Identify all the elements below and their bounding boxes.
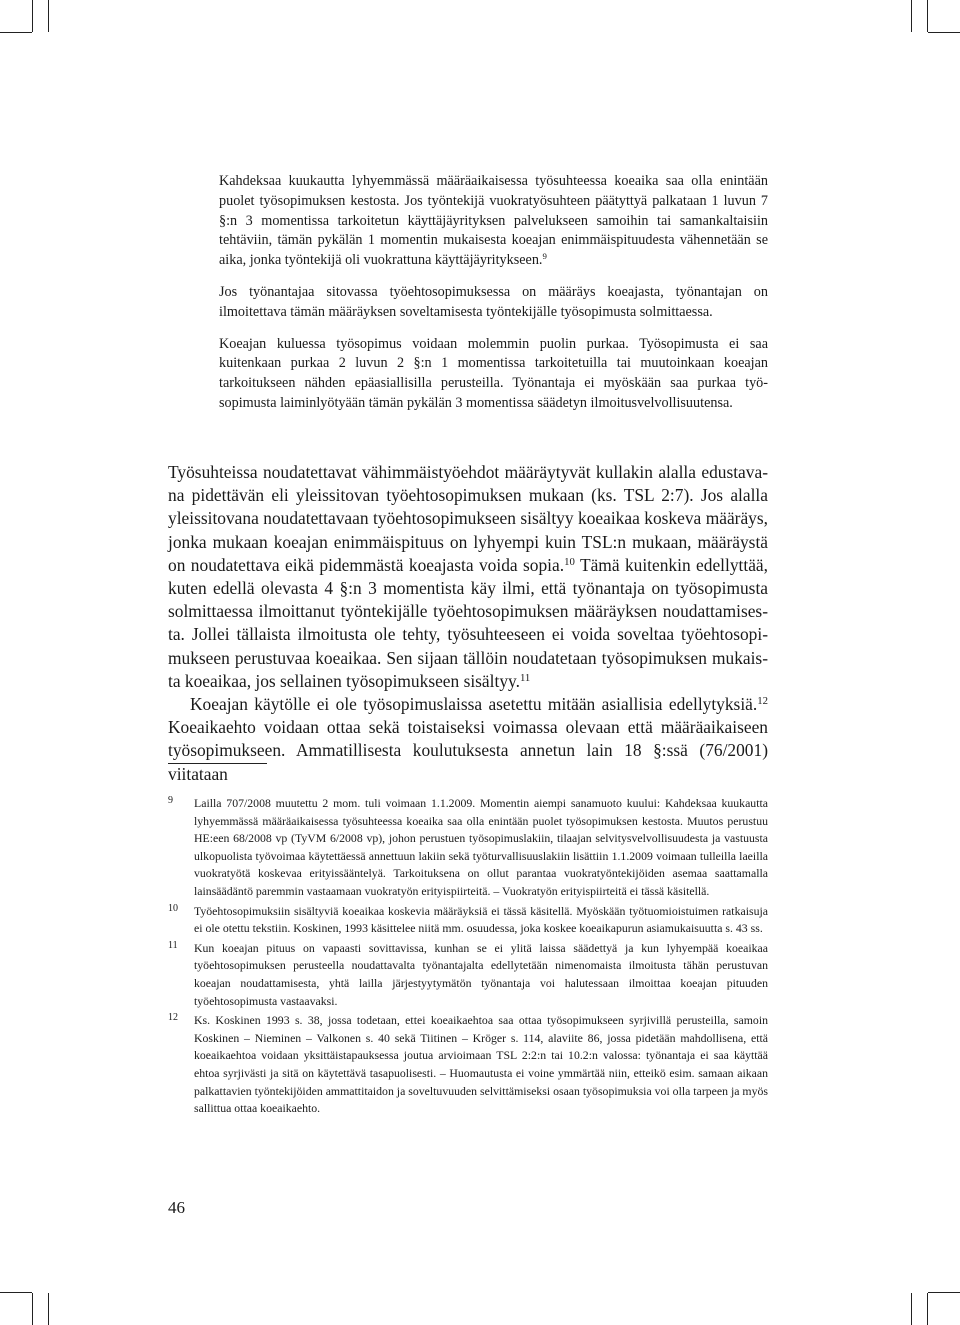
crop-mark-bottom-right-v	[911, 1293, 912, 1325]
page-number: 46	[168, 1198, 185, 1217]
footnote-number: 11	[168, 939, 178, 951]
footnote-11	[168, 940, 768, 1010]
crop-mark-bottom-left-v	[32, 1293, 33, 1325]
crop-mark-top-right-v2	[927, 0, 928, 32]
main-body-text	[168, 461, 768, 786]
footnote-text: Ks. Koskinen 1993 s. 38, jossa todetaan, ettei koeaikaehtoa saa ottaa työsopimukseen syrjivillä perusteilla, samoin Koskinen – Nieminen – Valkonen s. 40 sekä Tiitinen – Kröger s. 114, alaviite 86, jossa pidetään mahdollisena, että koeaikaehtoa voidaan yksittäistapauksessa joutua arvioimaan TSL 2:2:n tai 10.2:n valossa: työnantaja ei saa käyttää ehtoa syrjivästi ja sitä on käytettävä tasapuolisesti. – Huomautusta ei voine ymmärtää niin, etteikö esim. samaan aikaan palkattavien työntekijöiden ammattitaidon ja soveltuvuuden selvittämiseksi osaan työsopimuksia voi olla tarpeen ja myös sallittua ottaa koeaikaehto.	[194, 1013, 768, 1116]
footnotes	[168, 795, 768, 1120]
crop-mark-top-right-v	[911, 0, 912, 32]
footnote-ref-11[interactable]: 11	[519, 671, 531, 684]
quote-paragraph: Koeajan kuluessa työsopimus voidaan molemmin puolin purkaa. Työsopimusta ei saa kuitenkaan purkaa 2 luvun 2 §:n 1 momentissa tarkoitetuilla tai muutoinkaan koeajan tarkoitukseen nähden epäasiallisilla perusteilla. Työnantaja ei myöskään saa purkaa työsopimusta laiminlyötyään tämän pykälän 3 momentissa säädetyn ilmoitusvelvollisuutensa.	[219, 335, 768, 411]
crop-mark-bottom-left-h	[0, 1292, 32, 1293]
footnote-ref-12[interactable]: 12	[757, 695, 768, 708]
body-paragraph: Koeajan käytölle ei ole työsopimuslaissa asetettu mitään asiallisia edellytyksiä.$^{12}$ Koeaikaehto voidaan ottaa sekä toistaiseksi voimassa olevaan että määräaikaiseen työsopimukseen. Ammatillisesta koulutuksesta annetun lain 18 §:ssä (76/2001) viitataan	[168, 694, 768, 784]
footnote-text: Lailla 707/2008 muutettu 2 mom. tuli voimaan 1.1.2009. Momentin aiempi sanamuoto kuului: Kahdeksaa kuukautta lyhyemmässä määräaikaisessa työsuhteessa koeaika saa olla enintään puolet työsopimuksen kestosta. Muutos perustuu HE:een 68/2008 vp (TyVM 6/2008 vp), johon perustuen työsopimuslakiin, tilaajan selvitysvelvollisuudesta ja vastuusta ulkopuolista työvoimaa käytettäessä annettuun lakiin sekä työturvallisuuslakiin lisättiin 1.1.2009 voimaan tulleilla laeilla vuokratyötä koskevaa erityissääntelyä. Tarkoituksena on ollut parantaa vuokratyöntekijöiden asemaa saattamalla lainsäädäntö paremmin vastaamaan vuokratyön erityispiirteitä. – Vuokratyön erityispiirteitä ei tässä käsitellä.	[194, 796, 768, 898]
crop-mark-bottom-right-h	[928, 1292, 960, 1293]
crop-mark-top-left-v2	[48, 0, 49, 32]
crop-mark-bottom-right-v2	[927, 1293, 928, 1325]
crop-mark-bottom-left-v2	[48, 1293, 49, 1325]
footnote-10	[168, 903, 768, 938]
footnote-divider	[168, 763, 267, 764]
footnote-number: 9	[168, 795, 173, 806]
crop-mark-top-left-v	[32, 0, 33, 32]
footnote-text: Kun koeajan pituus on vapaasti sovittavissa, kunhan se ei ylitä laissa säädettyä ja kun lyhyempää koeaikaa työehtosopimuksen perusteella noudattavalta työnantajalta edellytetään nimenomaista ilmoitusta tähän perustuvan koeajan noudattamisesta, yhtä lailla järjestyytymätön työnantaja voi halutessaan ilmoittaa koeajan pituuden työehtosopimusta vastaavaksi.	[194, 940, 768, 1008]
footnote-ref-9[interactable]: 9	[542, 251, 547, 262]
crop-mark-top-left-h	[0, 32, 32, 33]
footnote-ref-10[interactable]: 10	[564, 555, 575, 568]
statute-quote	[219, 172, 768, 426]
footnote-number: 12	[168, 1012, 178, 1024]
body-paragraph: Työsuhteissa noudatettavat vähimmäistyöehdot määräytyvät kullakin alalla edustavana pidettävän eli yleissitovan työehtosopimuksen mukaan (ks. TSL 2:7). Jos alalla yleissitovana noudatettavaan työehtosopimukseen sisältyy koeaikaa koskeva määräys, jonka mukaan koeajan enimmäispituus on lyhyempi kuin TSL:n mukaan, määräystä on noudatettava eikä pidemmästä koeajasta voida sopia.$^{10}$ Tämä kuitenkin edellyttää, kuten edellä olevasta 4 §:n 3 momentista käy ilmi, että työnantaja on työsopimusta solmittaessa ilmoittanut työntekijälle työehtosopimuksen määräyksen noudattamisesta. Jollei tällaista ilmoitusta ole tehty, työsuhteeseen ei voida soveltaa työehtosopimukseen perustuvaa koeaikaa. Sen sijaan tällöin noudatetaan työsopimuksen mukaista koeaikaa, jos sellainen työsopimukseen sisältyy.$^{11}$	[168, 462, 768, 691]
footnote-9	[168, 795, 768, 901]
footnote-number: 10	[168, 902, 178, 914]
quote-paragraph: Kahdeksaa kuukautta lyhyemmässä määräaikaisessa työsuhteessa koeaika saa olla enintään puolet työsopimuksen kestosta. Jos työntekijä vuokratyösuhteen päätyttyä palkataan 1 luvun 7 §:n 3 momentissa tarkoitetun käyttäjäyrityksen palvelukseen samoihin tai samankaltaisiin tehtäviin, tämän pykälän 1 momentin mukaisesta koeajan enimmäispituudesta vähennetään se aika, jonka työntekijä oli vuokrattuna käyttäjäyritykseen.$^9$	[219, 173, 768, 269]
quote-paragraph: Jos työnantajaa sitovassa työehtosopimuksessa on määräys koeajasta, työnantajan on ilmoitettava tämän määräyksen soveltamisesta työntekijälle työsopimusta solmittaessa.	[219, 283, 768, 320]
footnote-12	[168, 1012, 768, 1118]
footnote-text: Työehtosopimuksiin sisältyviä koeaikaa koskevia määräyksiä ei tässä käsitellä. Myöskään työtuomioistuimen ratkaisuja ei ole otettu tekstiin. Koskinen, 1993 käsittelee niitä mm. osuudessa, joka koskee koeaikapurun asiamukaisuutta s. 43 ss.	[194, 903, 768, 936]
crop-mark-top-right-h	[928, 32, 960, 33]
